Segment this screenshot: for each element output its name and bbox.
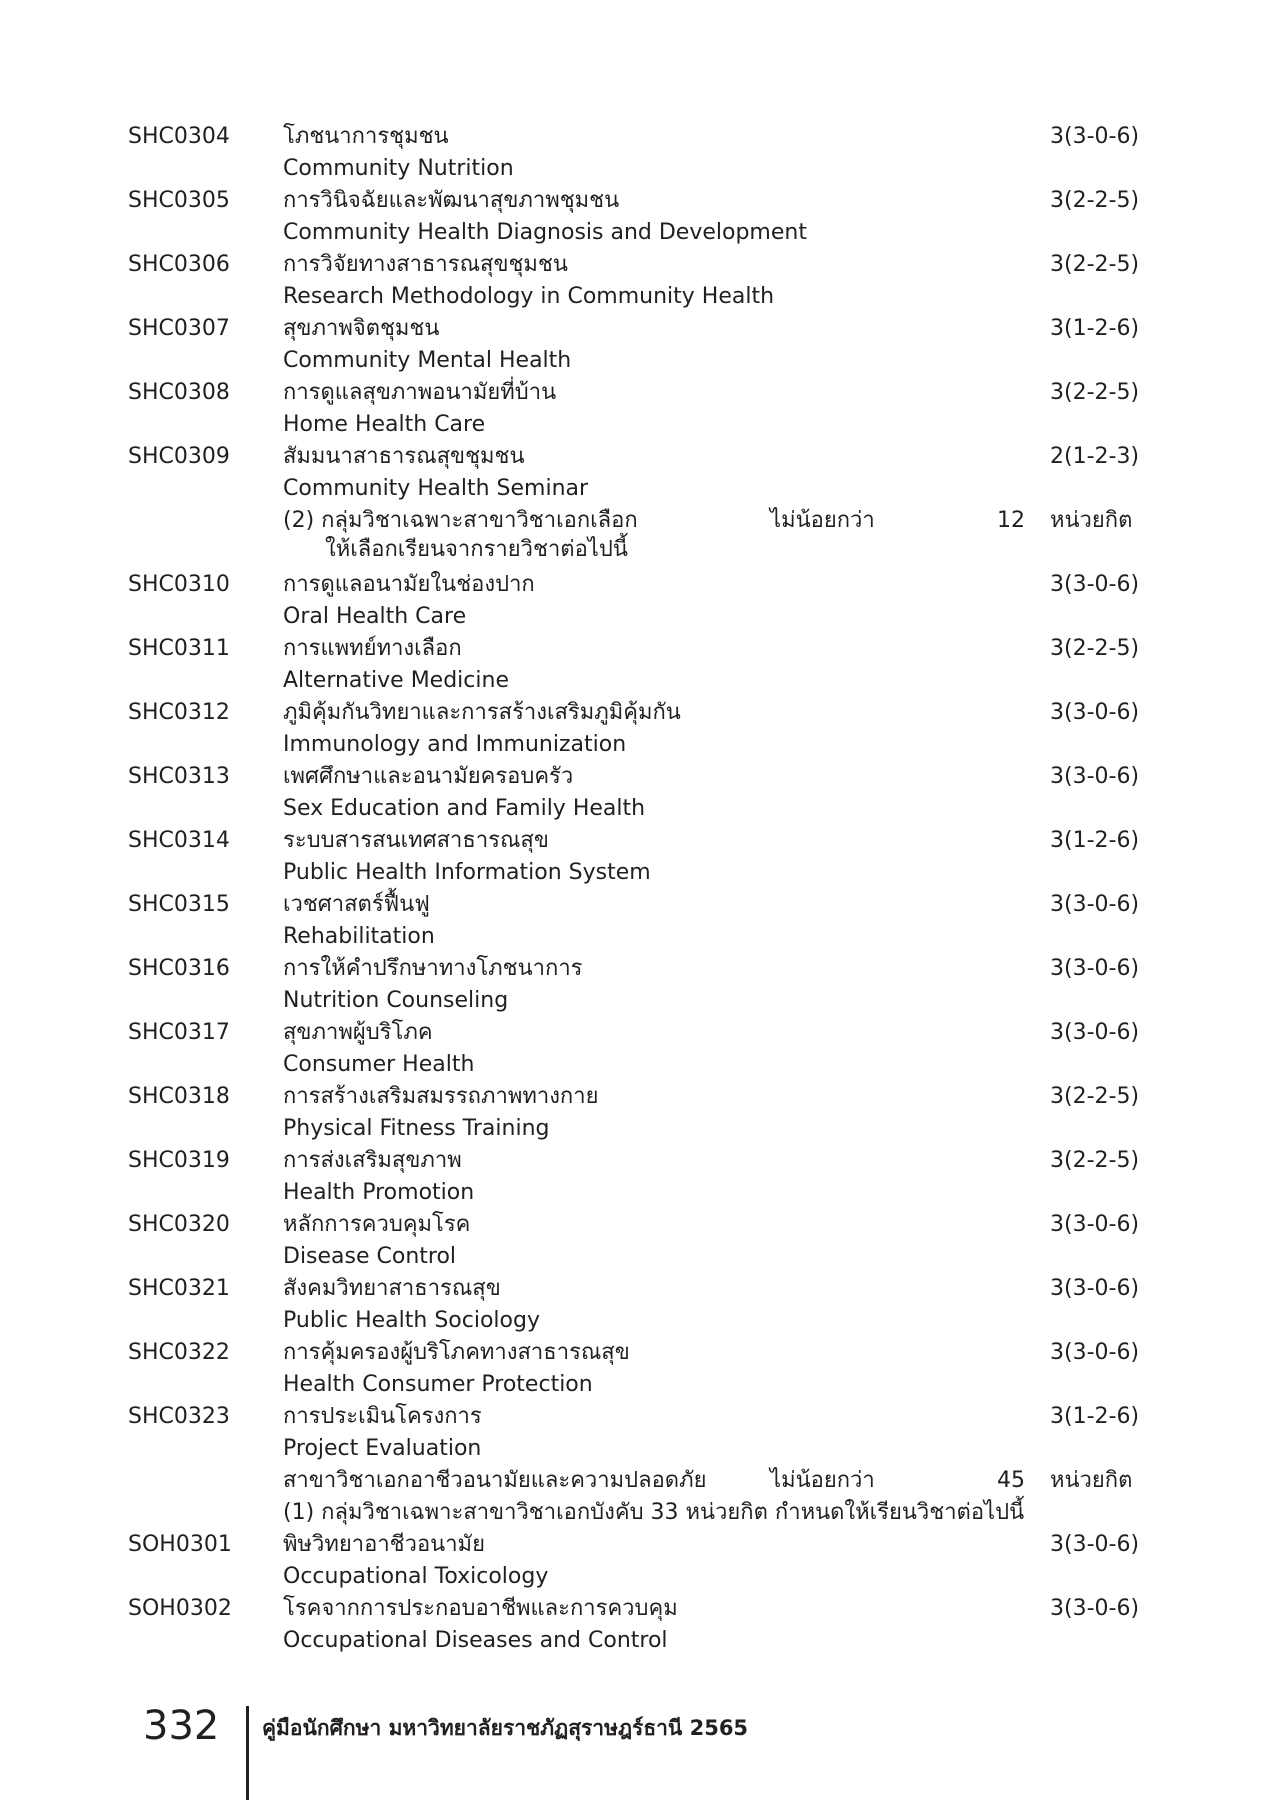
course-credit: 3(3-0-6) (1050, 124, 1140, 149)
course-title-thai: การสร้างเสริมสมรรถภาพทางกาย (283, 1084, 599, 1109)
course-credit: 2(1-2-3) (1050, 444, 1140, 469)
course-code: SHC0322 (128, 1340, 230, 1365)
course-code: SOH0302 (128, 1596, 232, 1621)
course-row-english (0, 1433, 1267, 1465)
course-list-community-health (0, 121, 1267, 505)
course-title-thai: สัมมนาสาธารณสุขชุมชน (283, 444, 525, 469)
course-credit: 3(3-0-6) (1050, 1340, 1140, 1365)
course-title-thai: สุขภาพจิตชุมชน (283, 316, 440, 341)
course-credit: 3(1-2-6) (1050, 828, 1140, 853)
course-title-english: Community Nutrition (283, 156, 514, 181)
course-title-thai: ระบบสารสนเทศสาธารณสุข (283, 828, 549, 853)
course-row-english (0, 1113, 1267, 1145)
course-title-english: Project Evaluation (283, 1436, 482, 1461)
course-row-english (0, 1369, 1267, 1401)
course-code: SHC0312 (128, 700, 230, 725)
course-title-thai: เพศศึกษาและอนามัยครอบครัว (283, 764, 574, 789)
elective-credit-number: 12 (997, 508, 1025, 533)
course-title-english: Health Consumer Protection (283, 1372, 593, 1397)
course-code: SHC0307 (128, 316, 230, 341)
course-list-electives (0, 569, 1267, 1465)
course-credit: 3(2-2-5) (1050, 1148, 1140, 1173)
course-row (0, 569, 1267, 601)
course-code: SHC0305 (128, 188, 230, 213)
course-title-english: Public Health Sociology (283, 1308, 540, 1333)
course-code: SHC0318 (128, 1084, 230, 1109)
course-row-english (0, 1625, 1267, 1657)
course-row (0, 185, 1267, 217)
course-title-english: Home Health Care (283, 412, 486, 437)
course-code: SHC0323 (128, 1404, 230, 1429)
course-title-english: Community Mental Health (283, 348, 572, 373)
occupational-group-instruction: (1) กลุ่มวิชาเฉพาะสาขาวิชาเอกบังคับ 33 หน่วยกิต กำหนดให้เรียนวิชาต่อไปนี้ (283, 1500, 1025, 1525)
course-title-english: Occupational Diseases and Control (283, 1628, 668, 1653)
course-row (0, 1529, 1267, 1561)
course-credit: 3(2-2-5) (1050, 252, 1140, 277)
course-title-english: Research Methodology in Community Health (283, 284, 775, 309)
course-code: SHC0314 (128, 828, 230, 853)
course-code: SHC0313 (128, 764, 230, 789)
course-row (0, 889, 1267, 921)
course-row (0, 1401, 1267, 1433)
course-title-thai: โภชนาการชุมชน (283, 124, 449, 149)
course-title-thai: สังคมวิทยาสาธารณสุข (283, 1276, 501, 1301)
course-title-english: Sex Education and Family Health (283, 796, 646, 821)
footer-title: คู่มือนักศึกษา มหาวิทยาลัยราชภัฏสุราษฎร์ธานี 2565 (262, 1716, 749, 1740)
course-row-english (0, 665, 1267, 697)
course-credit: 3(2-2-5) (1050, 188, 1140, 213)
course-row-english (0, 793, 1267, 825)
course-code: SOH0301 (128, 1532, 232, 1557)
occupational-min-label: ไม่น้อยกว่า (770, 1468, 875, 1493)
occupational-credit-number: 45 (997, 1468, 1025, 1493)
course-title-english: Health Promotion (283, 1180, 475, 1205)
course-row-english (0, 409, 1267, 441)
course-code: SHC0315 (128, 892, 230, 917)
course-credit: 3(3-0-6) (1050, 892, 1140, 917)
course-code: SHC0308 (128, 380, 230, 405)
course-code: SHC0310 (128, 572, 230, 597)
course-row (0, 1145, 1267, 1177)
course-code: SHC0309 (128, 444, 230, 469)
course-credit: 3(3-0-6) (1050, 1020, 1140, 1045)
course-title-english: Disease Control (283, 1244, 457, 1269)
course-credit: 3(2-2-5) (1050, 1084, 1140, 1109)
course-title-thai: การดูแลอนามัยในช่องปาก (283, 572, 535, 597)
course-credit: 3(1-2-6) (1050, 1404, 1140, 1429)
occupational-credit-unit: หน่วยกิต (1050, 1468, 1133, 1493)
course-row (0, 1337, 1267, 1369)
course-row-english (0, 473, 1267, 505)
course-row (0, 1593, 1267, 1625)
course-title-thai: การดูแลสุขภาพอนามัยที่บ้าน (283, 380, 557, 405)
course-title-english: Occupational Toxicology (283, 1564, 549, 1589)
elective-group-label: (2) กลุ่มวิชาเฉพาะสาขาวิชาเอกเลือก (283, 508, 638, 533)
course-title-thai: พิษวิทยาอาชีวอนามัย (283, 1532, 485, 1557)
course-title-thai: เวชศาสตร์ฟื้นฟู (283, 892, 430, 917)
course-row-english (0, 985, 1267, 1017)
course-title-thai: หลักการควบคุมโรค (283, 1212, 471, 1237)
course-list-occupational (0, 1529, 1267, 1657)
course-row (0, 761, 1267, 793)
course-title-english: Consumer Health (283, 1052, 475, 1077)
course-row (0, 313, 1267, 345)
course-row (0, 953, 1267, 985)
course-row (0, 249, 1267, 281)
course-title-thai: การส่งเสริมสุขภาพ (283, 1148, 462, 1173)
course-code: SHC0321 (128, 1276, 230, 1301)
course-row-english (0, 921, 1267, 953)
course-row-english (0, 217, 1267, 249)
course-row-english (0, 857, 1267, 889)
course-credit: 3(2-2-5) (1050, 380, 1140, 405)
course-title-english: Community Health Seminar (283, 476, 589, 501)
occupational-major-label: สาขาวิชาเอกอาชีวอนามัยและความปลอดภัย (283, 1468, 707, 1493)
course-row-english (0, 345, 1267, 377)
elective-group-instruction: ให้เลือกเรียนจากรายวิชาต่อไปนี้ (325, 537, 628, 562)
course-row (0, 1017, 1267, 1049)
course-title-english: Rehabilitation (283, 924, 435, 949)
course-credit: 3(3-0-6) (1050, 1212, 1140, 1237)
course-code: SHC0304 (128, 124, 230, 149)
course-credit: 3(3-0-6) (1050, 1276, 1140, 1301)
course-title-english: Alternative Medicine (283, 668, 509, 693)
course-row (0, 1081, 1267, 1113)
course-credit: 3(1-2-6) (1050, 316, 1140, 341)
course-row-english (0, 1177, 1267, 1209)
course-credit: 3(3-0-6) (1050, 764, 1140, 789)
course-title-thai: การวินิจฉัยและพัฒนาสุขภาพชุมชน (283, 188, 620, 213)
course-row-english (0, 1049, 1267, 1081)
course-row (0, 633, 1267, 665)
course-credit: 3(3-0-6) (1050, 572, 1140, 597)
course-title-thai: การแพทย์ทางเลือก (283, 636, 462, 661)
course-listing (0, 121, 1267, 1657)
course-title-thai: สุขภาพผู้บริโภค (283, 1020, 433, 1045)
course-row (0, 825, 1267, 857)
course-credit: 3(3-0-6) (1050, 700, 1140, 725)
course-code: SHC0317 (128, 1020, 230, 1045)
page-number: 332 (143, 1703, 220, 1749)
course-row-english (0, 1561, 1267, 1593)
footer-divider (246, 1706, 249, 1800)
course-row (0, 377, 1267, 409)
course-row-english (0, 153, 1267, 185)
course-row (0, 121, 1267, 153)
course-row-english (0, 1305, 1267, 1337)
course-title-english: Oral Health Care (283, 604, 467, 629)
elective-min-label: ไม่น้อยกว่า (770, 508, 875, 533)
elective-group-header (0, 505, 1267, 569)
course-title-thai: การประเมินโครงการ (283, 1404, 482, 1429)
course-credit: 3(3-0-6) (1050, 956, 1140, 981)
course-code: SHC0311 (128, 636, 230, 661)
course-row-english (0, 601, 1267, 633)
course-title-english: Immunology and Immunization (283, 732, 627, 757)
course-title-thai: การคุ้มครองผู้บริโภคทางสาธารณสุข (283, 1340, 630, 1365)
course-code: SHC0319 (128, 1148, 230, 1173)
course-title-english: Physical Fitness Training (283, 1116, 550, 1141)
course-row (0, 1273, 1267, 1305)
course-title-thai: การให้คำปรึกษาทางโภชนาการ (283, 956, 583, 981)
course-row-english (0, 281, 1267, 313)
course-credit: 3(3-0-6) (1050, 1532, 1140, 1557)
course-code: SHC0320 (128, 1212, 230, 1237)
course-title-english: Community Health Diagnosis and Development (283, 220, 807, 245)
course-title-thai: การวิจัยทางสาธารณสุขชุมชน (283, 252, 568, 277)
course-row-english (0, 729, 1267, 761)
course-credit: 3(3-0-6) (1050, 1596, 1140, 1621)
course-title-thai: ภูมิคุ้มกันวิทยาและการสร้างเสริมภูมิคุ้มกัน (283, 700, 681, 725)
course-code: SHC0316 (128, 956, 230, 981)
occupational-major-header (0, 1465, 1267, 1529)
course-title-english: Public Health Information System (283, 860, 651, 885)
course-title-thai: โรคจากการประกอบอาชีพและการควบคุม (283, 1596, 678, 1621)
course-row (0, 441, 1267, 473)
course-title-english: Nutrition Counseling (283, 988, 509, 1013)
course-row (0, 697, 1267, 729)
course-row-english (0, 1241, 1267, 1273)
course-code: SHC0306 (128, 252, 230, 277)
elective-credit-unit: หน่วยกิต (1050, 508, 1133, 533)
course-row (0, 1209, 1267, 1241)
course-credit: 3(2-2-5) (1050, 636, 1140, 661)
